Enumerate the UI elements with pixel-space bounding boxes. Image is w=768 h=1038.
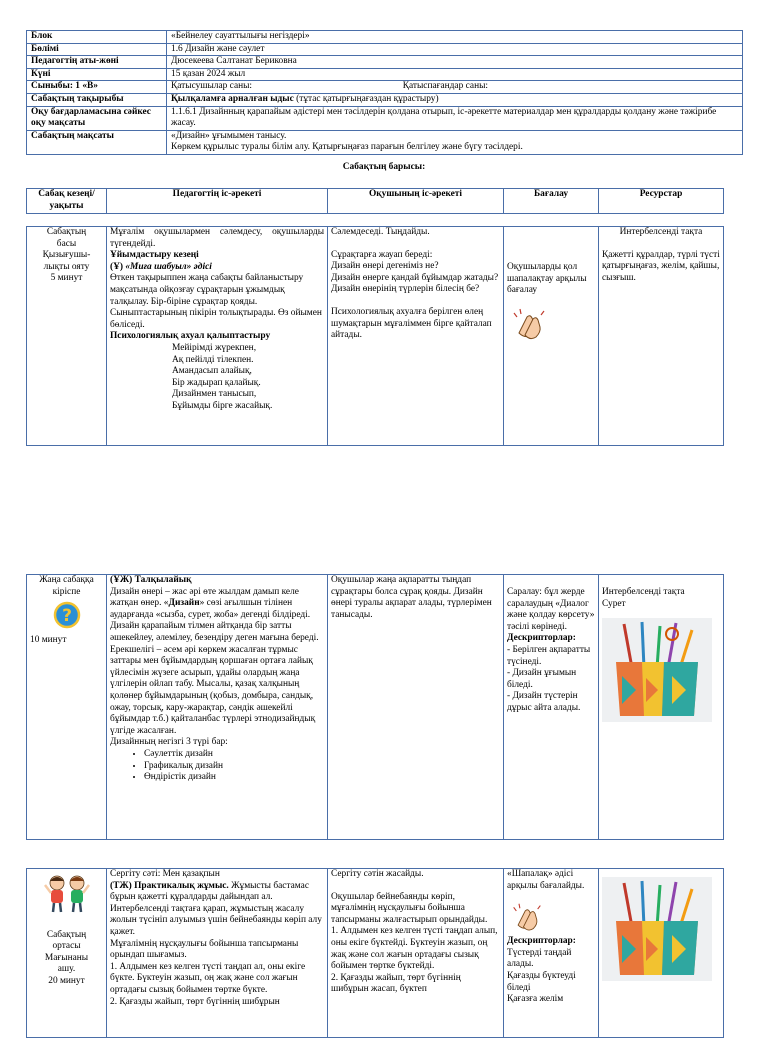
col-header-assessment: Бағалау	[504, 189, 599, 214]
info-value: Дюсекеева Салтанат Бериковна	[167, 56, 743, 69]
descriptor-item: Қағазды бүктеуді біледі	[507, 970, 576, 993]
poem-line: Бір жадырап қалайық.	[172, 377, 261, 388]
col-header-student: Оқушының іс-әрекеті	[328, 189, 504, 214]
aim-line: Көркем құрылыс туралы білім алу. Қатырғыңағаз парағын белгілеу және бүгу тәсілдері.	[171, 142, 523, 153]
col-header-stage: Сабақ кезеңі/уақыты	[27, 189, 107, 214]
aim-line: «Дизайн» ұғымымен танысу.	[171, 130, 287, 141]
lesson-info-table	[26, 30, 743, 155]
lesson-flow-header	[26, 188, 724, 214]
info-key: Педагогтің аты-жөні	[27, 56, 167, 69]
teacher-activity-cell	[107, 227, 328, 446]
student-text: Оқушылар жаңа ақпаратты тыңдап сұрақтары болса сұрақ қояды. Дизайн өнері туралы ақпарат алады, түрлерімен танысады.	[331, 575, 492, 620]
stage-line: лықты ояту	[43, 261, 90, 272]
stage-middle-row	[26, 868, 724, 1038]
stage-line: ашу.	[57, 964, 76, 975]
info-key: Бөлімі	[27, 43, 167, 56]
info-key: Сабақтың мақсаты	[27, 130, 167, 154]
descriptor-item: - Берілген ақпаратты түсінеді.	[507, 644, 591, 667]
teacher-activity-cell	[107, 869, 328, 1038]
poem-line: Ақ пейілді тілекпен.	[172, 354, 254, 365]
info-value: 15 қазан 2024 жыл	[167, 68, 743, 81]
poem-line: Бұйымды бірге жасайық.	[172, 400, 273, 411]
teacher-step: 1. Алдымен кез келген түсті таңдап ал, оны екіге бүкте. Бүктеуін жазып, оң жақ және сол жағын ортадағы сызық бойымен төртке бүкте.	[110, 961, 306, 995]
assessment-text: Оқушыларды қол шапалақтау арқылы бағалау	[507, 262, 587, 296]
info-key: Оқу бағдарламасына сәйкес оқу мақсаты	[27, 106, 167, 130]
student-text: Дизайн өнерге қандай бұйымдар жатады?	[331, 272, 499, 283]
stage-line: Сабақтың	[46, 929, 87, 940]
descriptors-heading: Дескрипторлар:	[507, 936, 576, 947]
student-text: Дизайн өнері дегеніміз не?	[331, 261, 439, 272]
section-heading: (ҰЖ) Талқылайық	[110, 575, 192, 585]
stage-line: ортасы	[52, 941, 81, 952]
stage-title: Жаңа сабаққа кіріспе	[39, 575, 94, 597]
topic-value	[167, 93, 743, 106]
resource-items: Қажетті құралдар, түрлі түсті қатырғыңағаз, желім, қайшы, сызғыш.	[602, 249, 720, 283]
info-value: 1.6 Дизайн және сәулет	[167, 43, 743, 56]
student-activity-cell	[328, 869, 504, 1038]
assessment-text: «Шапалақ» әдісі арқылы бағалайды.	[507, 869, 585, 891]
descriptor-item: - Дизайн түстерін дұрыс айта алады.	[507, 691, 581, 713]
poem-line: Амандасып алайық,	[172, 366, 252, 377]
stage-line: Мағынаны	[44, 952, 89, 963]
student-activity-cell	[328, 227, 504, 446]
info-value: «Бейнелеу сауаттылығы негіздері»	[167, 31, 743, 44]
teacher-text: Сергіту сәті: Мен қазақпын	[110, 869, 220, 879]
teacher-text: Мұғалім оқушылармен сәлемдесу, оқушыларды түгендейді.	[110, 227, 324, 249]
poem-line: Дизайнмен танысып,	[172, 389, 257, 400]
student-activity-cell	[328, 575, 504, 840]
pencil-holder-photo	[602, 618, 712, 722]
poem	[110, 343, 324, 413]
info-key: Сабақтың тақырыбы	[27, 93, 167, 106]
stage-time: 10 минут	[30, 634, 67, 645]
section-heading: (ТЖ) Практикалық жұмыс.	[110, 880, 229, 891]
pencil-holder-photo	[602, 877, 712, 981]
assessment-cell	[504, 227, 599, 446]
assessment-cell	[504, 869, 599, 1038]
student-text: Сұрақтарға жауап береді:	[331, 249, 433, 260]
descriptor-item: Қағазға желім	[507, 994, 564, 1005]
aim-value	[167, 130, 743, 154]
class-label: Сыныбы: 1 «В»	[27, 81, 167, 94]
method-name: «Миға шабуыл» әдісі	[125, 261, 212, 272]
absent-count-label: Қатыспағандар саны:	[402, 81, 488, 92]
work-mode: (Ұ)	[110, 261, 126, 272]
stage-line: басы	[56, 238, 77, 249]
stage-cell	[27, 869, 107, 1038]
teacher-text: Дизайн өнері – жас әрі өте жылдам дамып келе жатқан өнер. «	[110, 586, 299, 609]
stage-introduction-row	[26, 574, 724, 840]
topic-note: (тұтас қатырғыңағаздан құрастыру)	[293, 93, 439, 104]
teacher-activity-cell	[107, 575, 328, 840]
stage-time: 5 минут	[50, 273, 83, 284]
descriptor-item: - Дизайн ұғымын біледі.	[507, 668, 577, 690]
student-text: Оқушылар бейнебаянды көріп, мұғалімнің нұсқаулығы бойынша тапсырманы жалғастырып орындайды.	[331, 891, 488, 925]
info-key: Күні	[27, 68, 167, 81]
teacher-step: 2. Қағазды жайып, төрт бүгіннің шибұрын	[110, 996, 280, 1007]
clapping-hands-icon	[511, 307, 547, 343]
student-text: Сәлемдеседі. Тыңдайды.	[331, 227, 430, 237]
teacher-text: Дизайнның негізгі 3 түрі бар:	[110, 737, 228, 748]
descriptor-item: Түстерді таңдай алады.	[507, 947, 572, 970]
present-count-label: Қатысушылар саны:	[171, 81, 253, 92]
goal-value: 1.1.6.1 Дизайнның қарапайым әдістері мен тәсілдерін қолдана отырып, іс-әрекетте материалдар мен құралдарды қолдану және тәжірибе жасау.	[167, 106, 743, 130]
teacher-text: Мұғалімнің нұсқаулығы бойынша тапсырманы орындап шығамыз.	[110, 938, 299, 961]
stage-cell	[27, 227, 107, 446]
col-header-teacher: Педагогтің іс-әрекеті	[107, 189, 328, 214]
assessment-text: Саралау: бұл жерде саралаудың «Диалог және қолдау көрсету» тәсілі көрінеді.	[507, 587, 595, 632]
stage-beginning-row	[26, 226, 724, 446]
assessment-cell	[504, 575, 599, 840]
info-key: Блок	[27, 31, 167, 44]
topic-main: Қылқаламға арналған ыдыс	[171, 93, 294, 104]
stage-time: 20 минут	[48, 975, 85, 986]
student-text: Сергіту сәтін жасайды.	[331, 869, 424, 879]
resource-board: Интербелсенді тақта	[602, 587, 685, 597]
student-text: Дизайн өнерінің түрлерін білесің бе?	[331, 284, 480, 295]
stage-cell	[27, 575, 107, 840]
col-header-resources: Ресурстар	[599, 189, 724, 214]
stage-line: Сабақтың	[46, 227, 87, 237]
svg-text:?: ?	[61, 606, 72, 627]
teacher-text: Жұмысты бастамас бұрын қажетті құралдарды дайындап ал. Интербелсенді тақтаға қарап, жұмыстың жасалу жолын түсініп алуымыз үшін бейнебаянды көріп алу қажет.	[110, 880, 322, 937]
keyword: Дизайн	[168, 598, 200, 609]
design-types-list	[110, 749, 324, 784]
list-item: • Графикалық дизайн	[144, 761, 324, 773]
stage-line: Қызығушы-	[42, 250, 91, 261]
clapping-hands-icon	[511, 902, 543, 934]
teacher-text: Өткен тақырыппен жаңа сабақты байланыстыру мақсатында ойқозғау сұрақтарын ұжымдық талқылау. Бір-біріне сұрақтар қояды. Сыныптастарының пікірін толықтырады. Өз ойымен бөліседі.	[110, 273, 322, 330]
resources-cell	[599, 869, 724, 1038]
attendance-cell	[167, 81, 743, 94]
children-icon	[43, 873, 91, 913]
section-heading: Психологиялық ахуал қалыптастыру	[110, 331, 271, 342]
descriptors-heading: Дескрипторлар:	[507, 633, 576, 644]
resource-board: Интербелсенді тақта	[619, 227, 703, 237]
lesson-flow-caption: Сабақтың барысы:	[342, 162, 426, 172]
poem-line: Мейірімді жүрекпен,	[172, 342, 257, 353]
teacher-text: » сөзі ағылшын тілінен аударғанда «сызба, сурет, жоба» дегенді білдіреді. Дизайн қарапайым тілмен айтқанда бір затты әшекейлеу, әлемілеу, безендіру деген мағына береді. Ерекшелігі – әсем әрі көркем жасалған тұрмыс заттары мен бұйымдардың қоршаған ортаға лайық үйлесімін жүзеге асырып, ұдайы олардың жаңа үлгілерін ойлап табу. Мысалы, қазақ халқының қолөнер бұйымдарының (қобыз, домбыра, сандық, ожау, торсық, кару-жарақтар, сәндік әшекейлі бұйымдар т.б.) қайталанбас түрлері этнодизайндық үлгіде жасалған.	[110, 598, 319, 736]
student-step: 2. Қағазды жайып, төрт бүгіннің шибұрын жасап, бүктеп	[331, 972, 461, 995]
list-item: • Сәулеттік дизайн	[144, 749, 324, 761]
resources-cell	[599, 227, 724, 446]
section-heading: Ұйымдастыру кезеңі	[110, 250, 199, 261]
student-step: 1. Алдымен кез келген түсті таңдап алып, оны екіге бүктейді. Бүктеуін жазып, оң жақ және сол жағын ортадағы сызық бойымен төртке бүктейді.	[331, 926, 498, 972]
resources-cell	[599, 575, 724, 840]
list-item: • Өндірістік дизайн	[144, 772, 324, 784]
student-text: Психологиялық ахуалға берілген өлең шумақтарын мұғаліммен бірге қайталап айтады.	[331, 306, 492, 341]
question-mark-icon	[52, 600, 82, 630]
resource-picture: Сурет	[602, 598, 626, 609]
